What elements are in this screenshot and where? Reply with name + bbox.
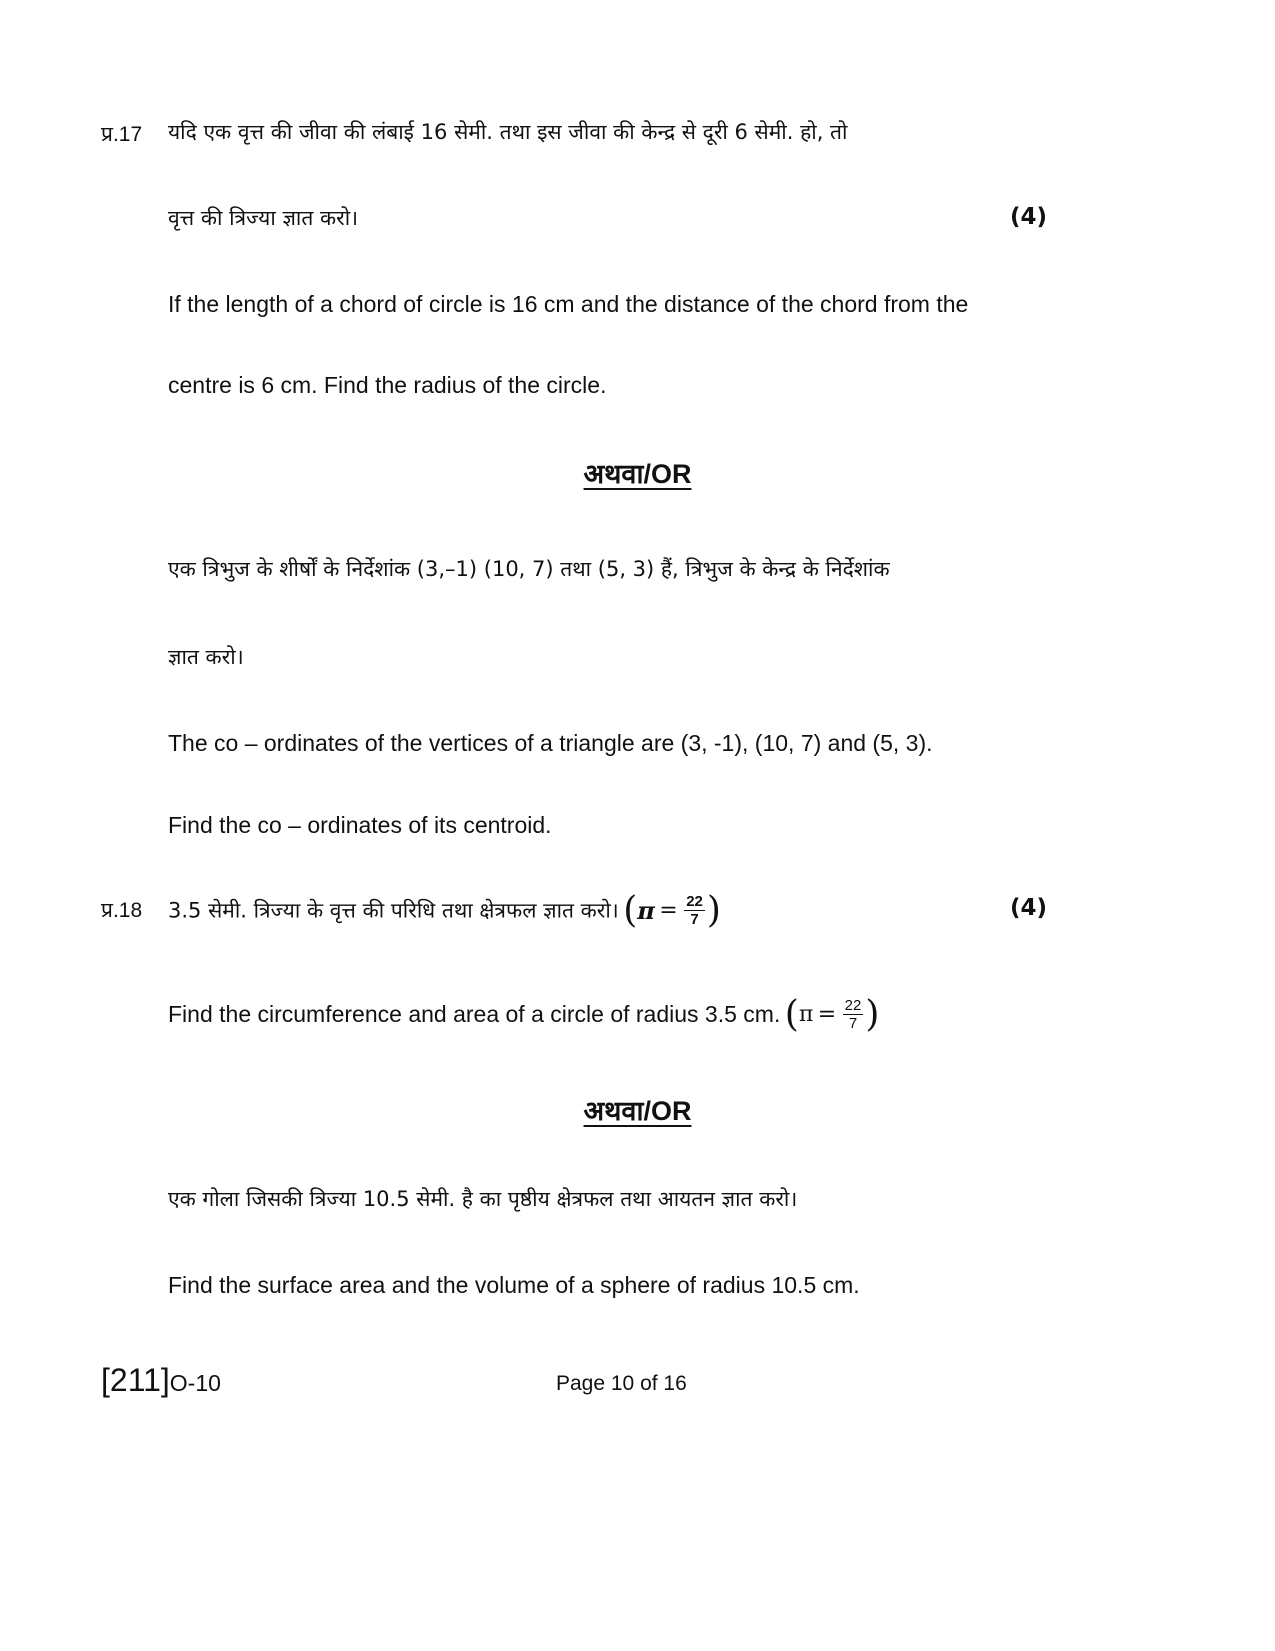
q18-marks: (4) [1010,895,1048,921]
or-english: OR [650,1096,692,1126]
or-slash: / [643,459,651,489]
page-number: Page 10 of 16 [556,1372,687,1395]
fraction-numerator: 22 [844,997,862,1014]
q17-hindi-line2: वृत्त की त्रिज्या ज्ञात करो। [168,206,359,230]
equals-sign: = [817,1002,837,1027]
q17-alt-english-line1: The co – ordinates of the vertices of a triangle are (3, -1), (10, 7) and (5, 3). [168,730,933,756]
paper-code-sub: O-10 [169,1370,221,1396]
pi-symbol: π [798,1002,814,1027]
q17-english-line1: If the length of a chord of circle is 16 cm and the distance of the chord from the [168,291,969,317]
or-hindi: अथवा [583,1096,644,1127]
fraction-denominator: 7 [848,1015,858,1032]
q18-english-text: Find the circumference and area of a circle of radius 3.5 cm. [168,1001,781,1027]
equals-sign: = [659,898,678,923]
q18-hindi-line1: 3.5 सेमी. त्रिज्या के वृत्त की परिधि तथा क्षेत्रफल ज्ञात करो। (π = $\frac{22}{7}$ ) [168,890,721,931]
fraction-22-7 [843,997,864,1032]
or-slash: / [643,1096,651,1126]
q18-english-line1: Find the circumference and area of a circle of radius 3.5 cm. (π = $\frac{22}{7}$ ) [168,994,880,1035]
q18-alt-hindi-line1: एक गोला जिसकी त्रिज्या 10.5 सेमी. है का पृष्ठीय क्षेत्रफल तथा आयतन ज्ञात करो। [168,1187,798,1211]
or-hindi: अथवा [583,459,644,490]
q17-alt-english-line2: Find the co – ordinates of its centroid. [168,812,552,838]
q17-marks: (4) [1010,204,1048,230]
or-english: OR [650,459,692,489]
q17-alt-hindi-line2: ज्ञात करो। [168,645,244,669]
question-number-18: प्र.18 [101,899,143,922]
fraction-numerator: 22 [686,893,703,910]
q17-english-line2: centre is 6 cm. Find the radius of the circle. [168,372,607,398]
pi-symbol: π [637,896,655,925]
or-separator-2 [0,1091,1275,1128]
q18-hindi-text: 3.5 सेमी. त्रिज्या के वृत्त की परिधि तथा क्षेत्रफल ज्ञात करो। [168,898,619,923]
q17-alt-hindi-line1: एक त्रिभुज के शीर्षों के निर्देशांक (3,–1) (10, 7) तथा (5, 3) हैं, त्रिभुज के केन्द्र के निर्देशांक [168,557,890,581]
or-separator-1 [0,454,1275,491]
q17-hindi-line1: यदि एक वृत्त की जीवा की लंबाई 16 सेमी. तथा इस जीवा की केन्द्र से दूरी 6 सेमी. हो, तो [168,120,848,144]
paper-code [101,1362,221,1399]
fraction-denominator: 7 [690,911,699,928]
q18-alt-english-line1: Find the surface area and the volume of a sphere of radius 10.5 cm. [168,1272,860,1298]
paper-code-main: [211] [101,1362,170,1398]
fraction-22-7 [684,893,705,928]
question-number-17: प्र.17 [101,123,143,146]
